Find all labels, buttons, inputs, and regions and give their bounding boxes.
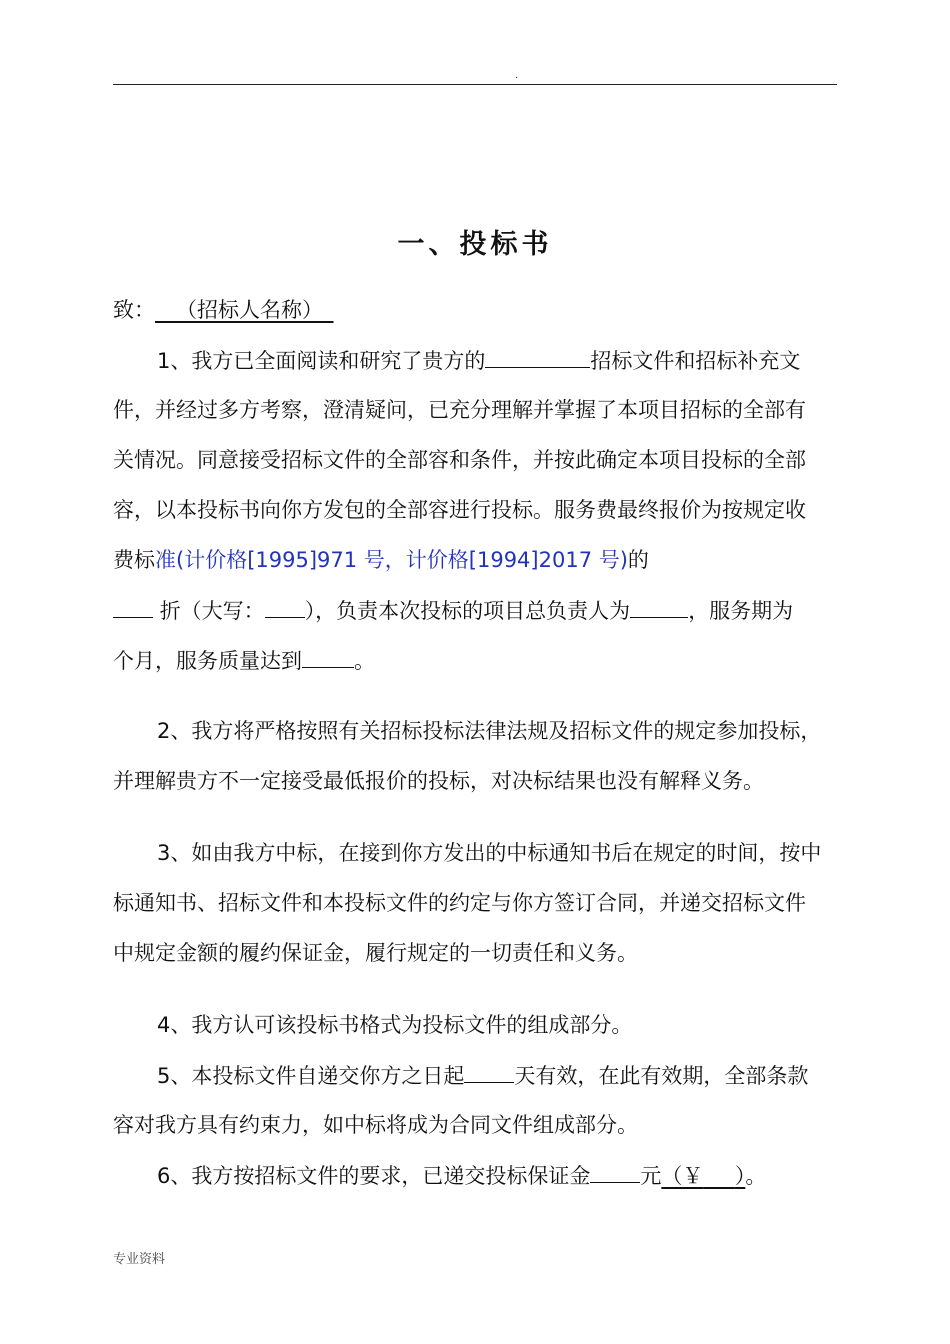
p3-line-1: 3、如由我方中标，在接到你方发出的中标通知书后在规定的时间，按中: [157, 841, 822, 865]
p1-line-5: [113, 545, 649, 575]
addressee-prefix: 致：: [113, 298, 155, 322]
p1-l7b: 。: [354, 649, 375, 673]
header-rule: [113, 84, 837, 85]
p1-line-4: 容，以本投标书向你方发包的全部容进行投标。服务费最终报价为按规定收: [113, 498, 806, 522]
p1-l5a: 费标: [113, 548, 155, 572]
blank-project-manager: [630, 595, 688, 618]
p1-l7a: 个月，服务质量达到: [113, 649, 302, 673]
header-mark: .: [515, 70, 519, 81]
p6-l1c: （￥: [661, 1164, 704, 1188]
blank-deposit-rmb: [661, 1164, 745, 1188]
recipient-name: （招标人名称）: [176, 298, 323, 322]
blank-validity-days: [464, 1060, 514, 1083]
p1-l6c: ，服务期为: [688, 599, 794, 623]
p1-line-3: 关情况。同意接受招标文件的全部容和条件，并按此确定本项目投标的全部: [113, 448, 806, 472]
p3-line-3: 中规定金额的履约保证金，履行规定的一切责任和义务。: [113, 941, 638, 965]
p1-l1a: 1、我方已全面阅读和研究了贵方的: [157, 349, 486, 373]
p5-l1b: 天有效，在此有效期，全部条款: [514, 1064, 809, 1088]
p6-line-1: [157, 1160, 766, 1191]
p1-line-1: [157, 345, 800, 376]
p3-line-2: 标通知书、招标文件和本投标文件的约定与你方签订合同，并递交招标文件: [113, 891, 806, 915]
p4-line-1: 4、我方认可该投标书格式为投标文件的组成部分。: [157, 1013, 633, 1037]
p6-l1b: 元: [640, 1164, 662, 1188]
p1-l5c: 的: [627, 548, 649, 572]
p1-line-2: 件，并经过多方考察，澄清疑问，已充分理解并掌握了本项目招标的全部有: [113, 398, 806, 422]
p2-line-1: 2、我方将严格按照有关招标投标法律法规及招标文件的规定参加投标，: [157, 719, 822, 743]
p1-l6a: 折（大写：: [159, 599, 265, 623]
p5-line-1: [157, 1060, 808, 1091]
p5-l1a: 5、本投标文件自递交你方之日起: [157, 1064, 465, 1088]
p5-line-2: 容对我方具有约束力，如中标将成为合同文件组成部分。: [113, 1113, 638, 1137]
blank-tender-name: [485, 345, 590, 368]
p1-line-7: [113, 645, 375, 676]
document-title: 一、投标书: [397, 229, 553, 260]
p6-l1a: 6、我方按招标文件的要求，已递交投标保证金: [157, 1164, 591, 1188]
recipient-blank: [155, 298, 334, 322]
blank-service-quality: [302, 645, 354, 668]
price-standard-reference: 准(计价格[1995]971 号，计价格[1994]2017 号): [155, 548, 628, 572]
p2-line-2: 并理解贵方不一定接受最低报价的投标，对决标结果也没有解释义务。: [113, 769, 764, 793]
addressee-line: [113, 295, 334, 325]
blank-discount-words: [265, 595, 305, 618]
p1-line-6: [113, 595, 793, 626]
blank-discount: [113, 595, 153, 618]
p1-l6b: ），负责本次投标的项目总负责人为: [304, 599, 631, 623]
p6-l1d: ）: [734, 1164, 746, 1188]
blank-deposit-amount: [590, 1160, 640, 1183]
p1-l1b: 招标文件和招标补充文: [590, 349, 801, 373]
p6-l1e: 。: [745, 1164, 767, 1188]
footer-label: 专业资料: [113, 1252, 166, 1267]
